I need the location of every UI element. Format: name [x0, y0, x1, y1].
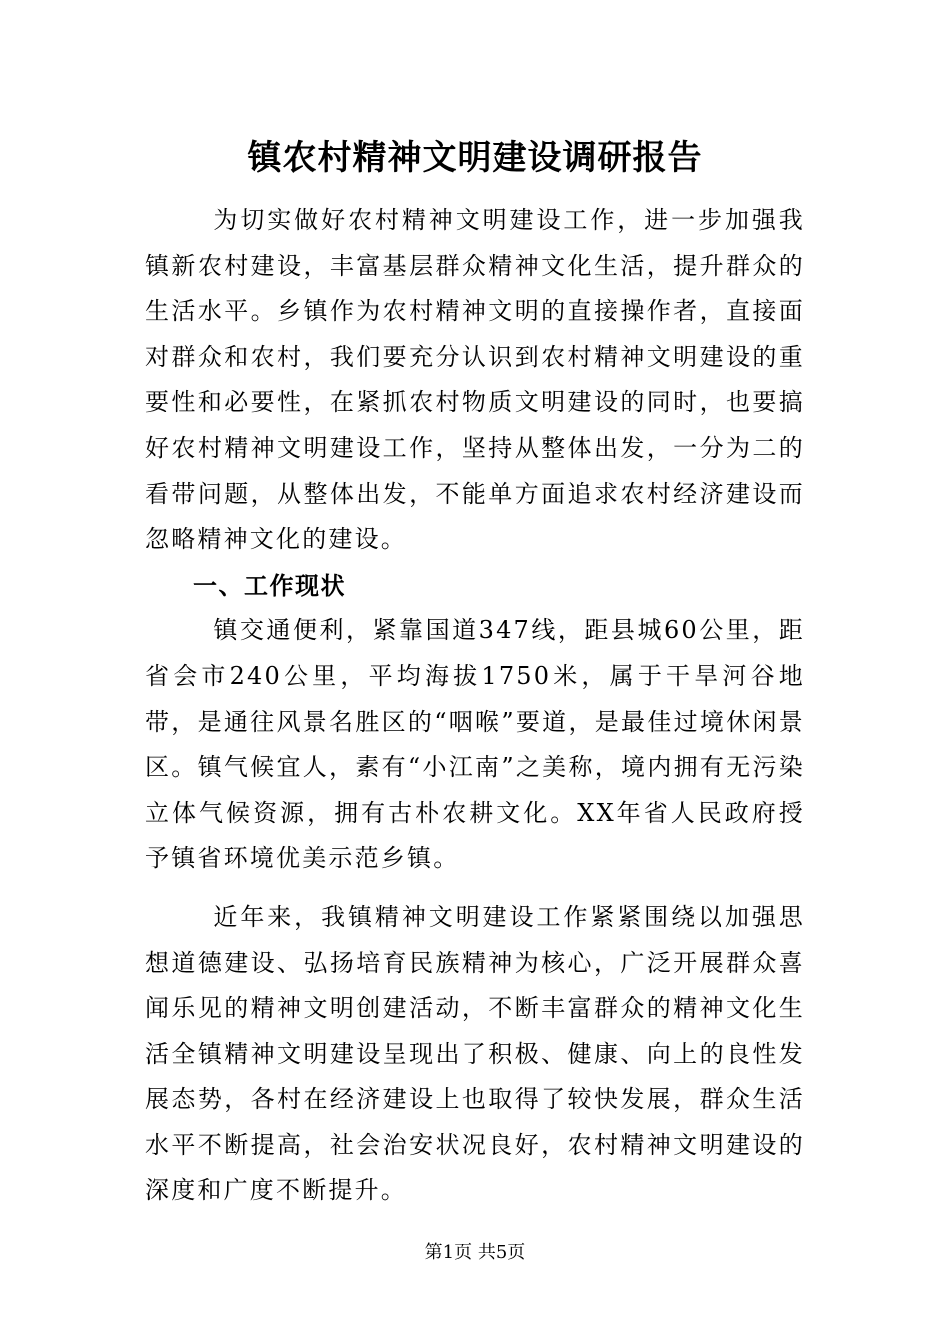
document-title: 镇农村精神文明建设调研报告 [247, 138, 703, 178]
section-heading-work-status: 一、工作现状 [193, 570, 346, 600]
section-paragraph-recent-years: 近年来，我镇精神文明建设工作紧紧围绕以加强思想道德建设、弘扬培育民族精神为核心，广泛开展群众喜闻乐见的精神文明创建活动，不断丰富群众的精神文化生活全镇精神文明建设呈现出了积极、健康、向上的良性发展态势，各村在经济建设上也取得了较快发展，群众生活水平不断提高，社会治安状况良好，农村精神文明建设的深度和广度不断提升。 [145, 902, 805, 1205]
section-paragraph-location: 镇交通便利，紧靠国道347线，距县城60公里，距省会市240公里，平均海拔1750米，属于干旱河谷地带，是通往风景名胜区的“咽喉”要道，是最佳过境休闲景区。镇气候宜人，素有“小江南”之美称，境内拥有无污染立体气候资源，拥有古朴农耕文化。XX年省人民政府授予镇省环境优美示范乡镇。 [145, 616, 805, 873]
paragraph-gap [145, 882, 805, 895]
page-number-footer: 第1页 共5页 [424, 1242, 526, 1263]
document-body [145, 198, 805, 1214]
intro-paragraph: 为切实做好农村精神文明建设工作，进一步加强我镇新农村建设，丰富基层群众精神文化生活，提升群众的生活水平。乡镇作为农村精神文明的直接操作者，直接面对群众和农村，我们要充分认识到农村精神文明建设的重要性和必要性，在紧抓农村物质文明建设的同时，也要搞好农村精神文明建设工作，坚持从整体出发，一分为二的看带问题，从整体出发，不能单方面追求农村经济建设而忽略精神文化的建设。 [145, 206, 805, 554]
